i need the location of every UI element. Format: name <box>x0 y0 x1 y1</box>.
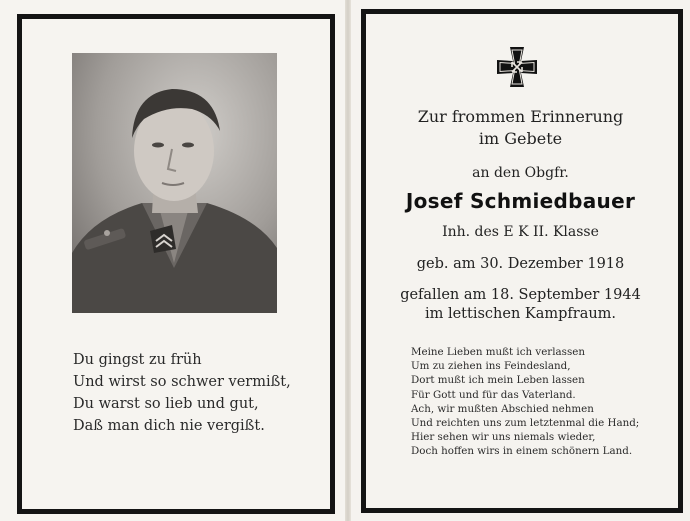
death-date: gefallen am 18. September 1944 <box>400 287 641 303</box>
poem-line: Du warst so lieb und gut, <box>73 396 259 412</box>
dedication: an den Obgfr. <box>472 165 569 181</box>
right-panel <box>351 0 690 521</box>
poem-line: Für Gott und für das Vaterland. <box>411 388 576 401</box>
award-line: Inh. des E K II. Klasse <box>442 224 599 240</box>
birth-date: geb. am 30. Dezember 1918 <box>416 256 625 272</box>
poem-line: Um zu ziehen ins Feindesland, <box>411 360 571 373</box>
poem-line: Daß man dich nie vergißt. <box>73 418 265 434</box>
remembrance-heading <box>351 106 690 150</box>
poem-line: Ach, wir mußten Abschied nehmen <box>411 402 594 415</box>
poem-line: Dort mußt ich mein Leben lassen <box>411 374 585 387</box>
death-place: im lettischen Kampfraum. <box>424 306 617 322</box>
portrait-photo <box>72 53 277 313</box>
death-info <box>351 286 690 324</box>
poem-line: Du gingst zu früh <box>73 352 202 368</box>
right-poem <box>411 345 681 459</box>
deceased-name: Josef Schmiedbauer <box>405 189 636 213</box>
left-poem <box>73 349 323 437</box>
poem-line: Meine Lieben mußt ich verlassen <box>411 346 585 358</box>
heading-line-1: Zur frommen Erinnerung <box>417 107 624 126</box>
poem-line: Und reichten uns zum letztenmal die Hand; <box>411 417 640 430</box>
poem-line: Und wirst so schwer vermißt, <box>73 374 291 390</box>
heading-line-2: im Gebete <box>478 129 563 148</box>
iron-cross-icon <box>495 45 539 89</box>
poem-line: Doch hoffen wirs in einem schönern Land. <box>411 445 633 458</box>
poem-line: Hier sehen wir uns niemals wieder, <box>411 431 596 444</box>
